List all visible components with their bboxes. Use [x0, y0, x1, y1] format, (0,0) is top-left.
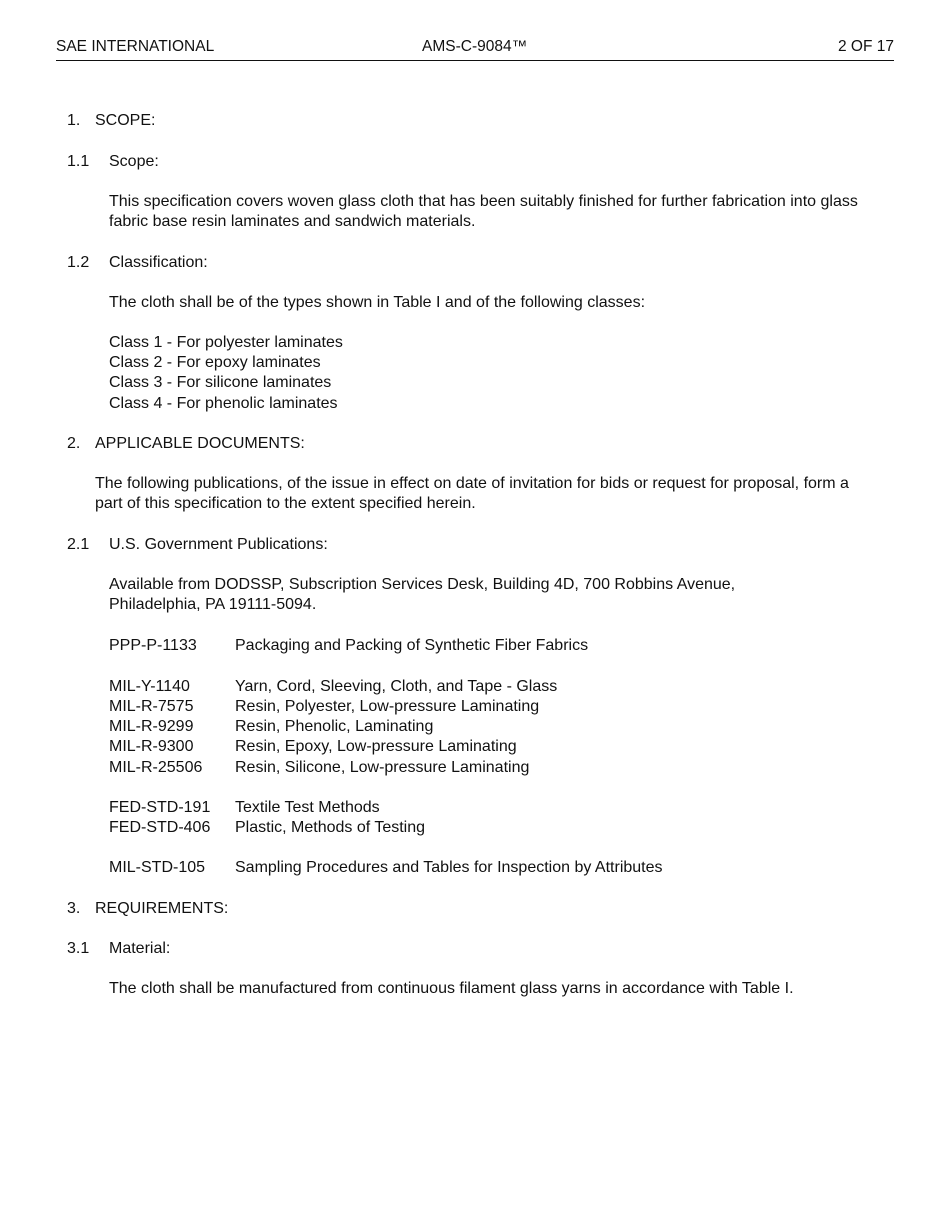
reference-title: Textile Test Methods [235, 799, 380, 816]
header-organization: SAE INTERNATIONAL [56, 38, 215, 55]
header-page-number: 2 OF 17 [838, 38, 894, 55]
reference-title: Packaging and Packing of Synthetic Fiber Fabrics [235, 637, 589, 654]
section-title: REQUIREMENTS: [95, 900, 229, 917]
reference-title: Resin, Epoxy, Low-pressure Laminating [235, 738, 517, 755]
section-number: 3. [67, 900, 81, 917]
header-document-number: AMS-C-9084™ [422, 38, 528, 55]
reference-code: MIL-Y-1140 [109, 678, 190, 695]
reference-code: MIL-STD-105 [109, 859, 206, 876]
section-1-1-body: This specification covers woven glass cloth that has been suitably finished for further fabrication into glass fabric base resin laminates and sandwich materials. [109, 193, 858, 231]
section-title: U.S. Government Publications: [109, 536, 328, 553]
class-item: Class 2 - For epoxy laminates [109, 354, 321, 371]
section-1-2-body: The cloth shall be of the types shown in Table I and of the following classes: [109, 294, 646, 311]
reference-code: MIL-R-9300 [109, 738, 194, 755]
section-title: Classification: [109, 254, 208, 271]
reference-title: Resin, Silicone, Low-pressure Laminating [235, 759, 530, 776]
section-title: APPLICABLE DOCUMENTS: [95, 435, 305, 452]
section-2-body: The following publications, of the issue in effect on date of invitation for bids or request for proposal, form a part of this specification to the extent specified herein. [95, 475, 849, 513]
reference-title: Resin, Polyester, Low-pressure Laminating [235, 698, 540, 715]
reference-code: FED-STD-406 [109, 819, 211, 836]
class-item: Class 1 - For polyester laminates [109, 334, 343, 351]
section-title: Scope: [109, 153, 159, 170]
class-item: Class 4 - For phenolic laminates [109, 395, 338, 412]
section-2-1-body: Available from DODSSP, Subscription Services Desk, Building 4D, 700 Robbins Avenue, Philadelphia, PA 19111-5094. [109, 576, 736, 614]
section-title: SCOPE: [95, 112, 156, 129]
reference-title: Yarn, Cord, Sleeving, Cloth, and Tape - Glass [235, 678, 558, 695]
section-number: 1.2 [67, 254, 90, 271]
reference-code: MIL-R-7575 [109, 698, 194, 715]
page-header [56, 38, 894, 61]
class-item: Class 3 - For silicone laminates [109, 374, 332, 391]
section-number: 2. [67, 435, 81, 452]
reference-code: MIL-R-25506 [109, 759, 203, 776]
reference-code: PPP-P-1133 [109, 637, 197, 654]
reference-code: FED-STD-191 [109, 799, 211, 816]
section-3-1-body: The cloth shall be manufactured from continuous filament glass yarns in accordance with Table I. [109, 980, 794, 997]
section-number: 1. [67, 112, 81, 129]
reference-title: Resin, Phenolic, Laminating [235, 718, 434, 735]
section-title: Material: [109, 940, 171, 957]
section-number: 1.1 [67, 153, 90, 170]
section-number: 3.1 [67, 940, 90, 957]
reference-code: MIL-R-9299 [109, 718, 194, 735]
reference-title: Plastic, Methods of Testing [235, 819, 426, 836]
section-number: 2.1 [67, 536, 90, 553]
reference-title: Sampling Procedures and Tables for Inspection by Attributes [235, 859, 663, 876]
